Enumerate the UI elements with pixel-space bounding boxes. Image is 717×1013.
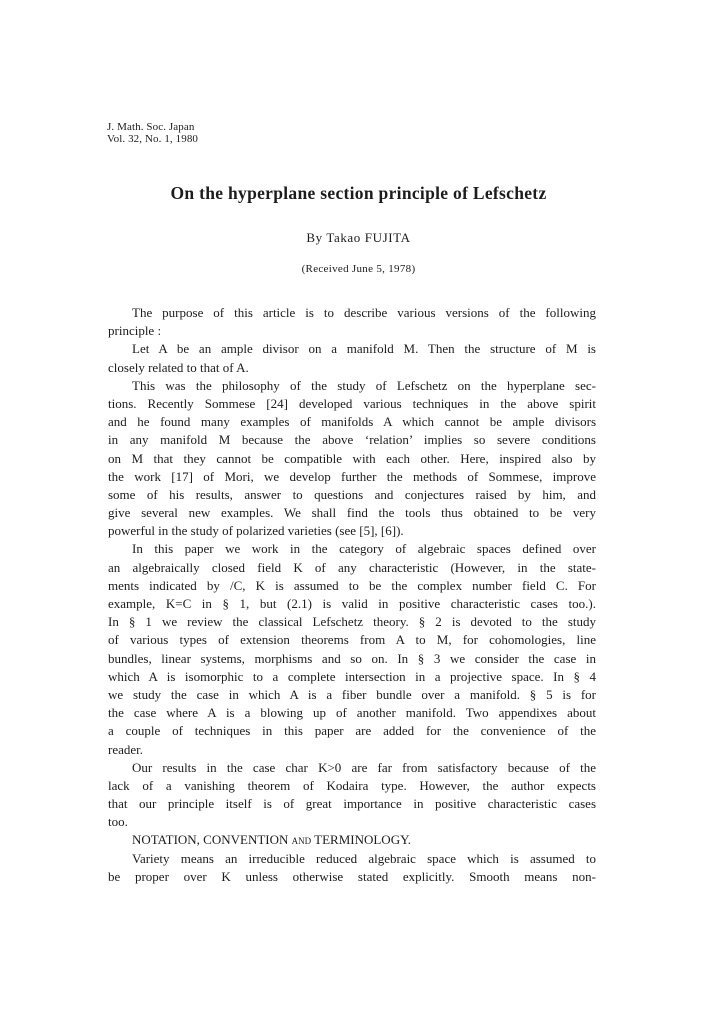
text-line: we study the case in which A is a fiber bundle over a manifold. § 5 is for <box>108 686 596 702</box>
text-line: reader. <box>108 741 144 757</box>
text-line: example, K=C in § 1, but (2.1) is valid in positive characteristic cases too.). <box>108 596 596 611</box>
journal-volume: Vol. 32, No. 1, 1980 <box>107 133 199 145</box>
journal-name: J. Math. Soc. Japan <box>107 121 195 133</box>
text-line: give several new examples. We shall find the tools thus obtained to be very <box>108 505 596 521</box>
text-line: that our principle itself is of great importance in positive characteristic cases <box>108 796 596 812</box>
text-line: tions. Recently Sommese [24] developed various techniques in the above spirit <box>108 395 596 411</box>
text-line: ments indicated by /C, K is assumed to be the complex number field C. For <box>108 577 596 593</box>
text-line: Let A be an ample divisor on a manifold M. Then the structure of M is <box>132 341 596 357</box>
journal-citation <box>107 121 198 145</box>
text-line: which A is isomorphic to a complete intersection in a projective space. In § 4 <box>108 668 596 684</box>
text-line: The purpose of this article is to describe various versions of the following <box>132 305 596 320</box>
text-line: bundles, linear systems, morphisms and so on. In § 3 we consider the case in <box>108 650 596 666</box>
received-date: (Received June 5, 1978) <box>301 263 416 275</box>
article-body <box>108 304 596 886</box>
paper-author: By Takao FUJITA <box>306 230 411 245</box>
text-line: a couple of techniques in this paper are added for the convenience of the <box>108 723 596 739</box>
text-line: an algebraically closed field K of any characteristic (However, in the state- <box>108 559 596 575</box>
text-line: be proper over K unless otherwise stated explicitly. Smooth means non- <box>108 868 596 884</box>
text-line: lack of a vanishing theorem of Kodaira type. However, the author expects <box>108 777 596 793</box>
text-line: in any manifold M because the above ‘relation’ implies so severe conditions <box>108 432 596 448</box>
section-heading: NOTATION, CONVENTION and TERMINOLOGY. <box>132 832 412 848</box>
text-line: the work [17] of Mori, we develop further the methods of Sommese, improve <box>108 468 596 484</box>
text-line: on M that they cannot be compatible with each other. Here, inspired also by <box>108 450 596 466</box>
text-line: powerful in the study of polarized varieties (see [5], [6]). <box>108 523 404 539</box>
paper-title: On the hyperplane section principle of Lefschetz <box>170 183 547 203</box>
text-line: of various types of extension theorems from A to M, for cohomologies, line <box>108 632 596 648</box>
text-line: the case where A is a blowing up of another manifold. Two appendixes about <box>108 705 596 721</box>
text-line: some of his results, answer to questions and conjectures raised by him, and <box>108 486 596 502</box>
text-line: and he found many examples of manifolds A which cannot be ample divisors <box>108 414 596 430</box>
text-line: In § 1 we review the classical Lefschetz theory. § 2 is devoted to the study <box>108 614 596 630</box>
text-line: In this paper we work in the category of algebraic spaces defined over <box>132 541 596 557</box>
text-line: Our results in the case char K>0 are far from satisfactory because of the <box>132 759 596 775</box>
text-line: principle : <box>108 323 162 339</box>
text-line: Variety means an irreducible reduced algebraic space which is assumed to <box>132 850 596 866</box>
text-line: This was the philosophy of the study of Lefschetz on the hyperplane sec- <box>132 377 596 393</box>
text-line: too. <box>108 814 128 830</box>
text-line: closely related to that of A. <box>108 359 249 375</box>
